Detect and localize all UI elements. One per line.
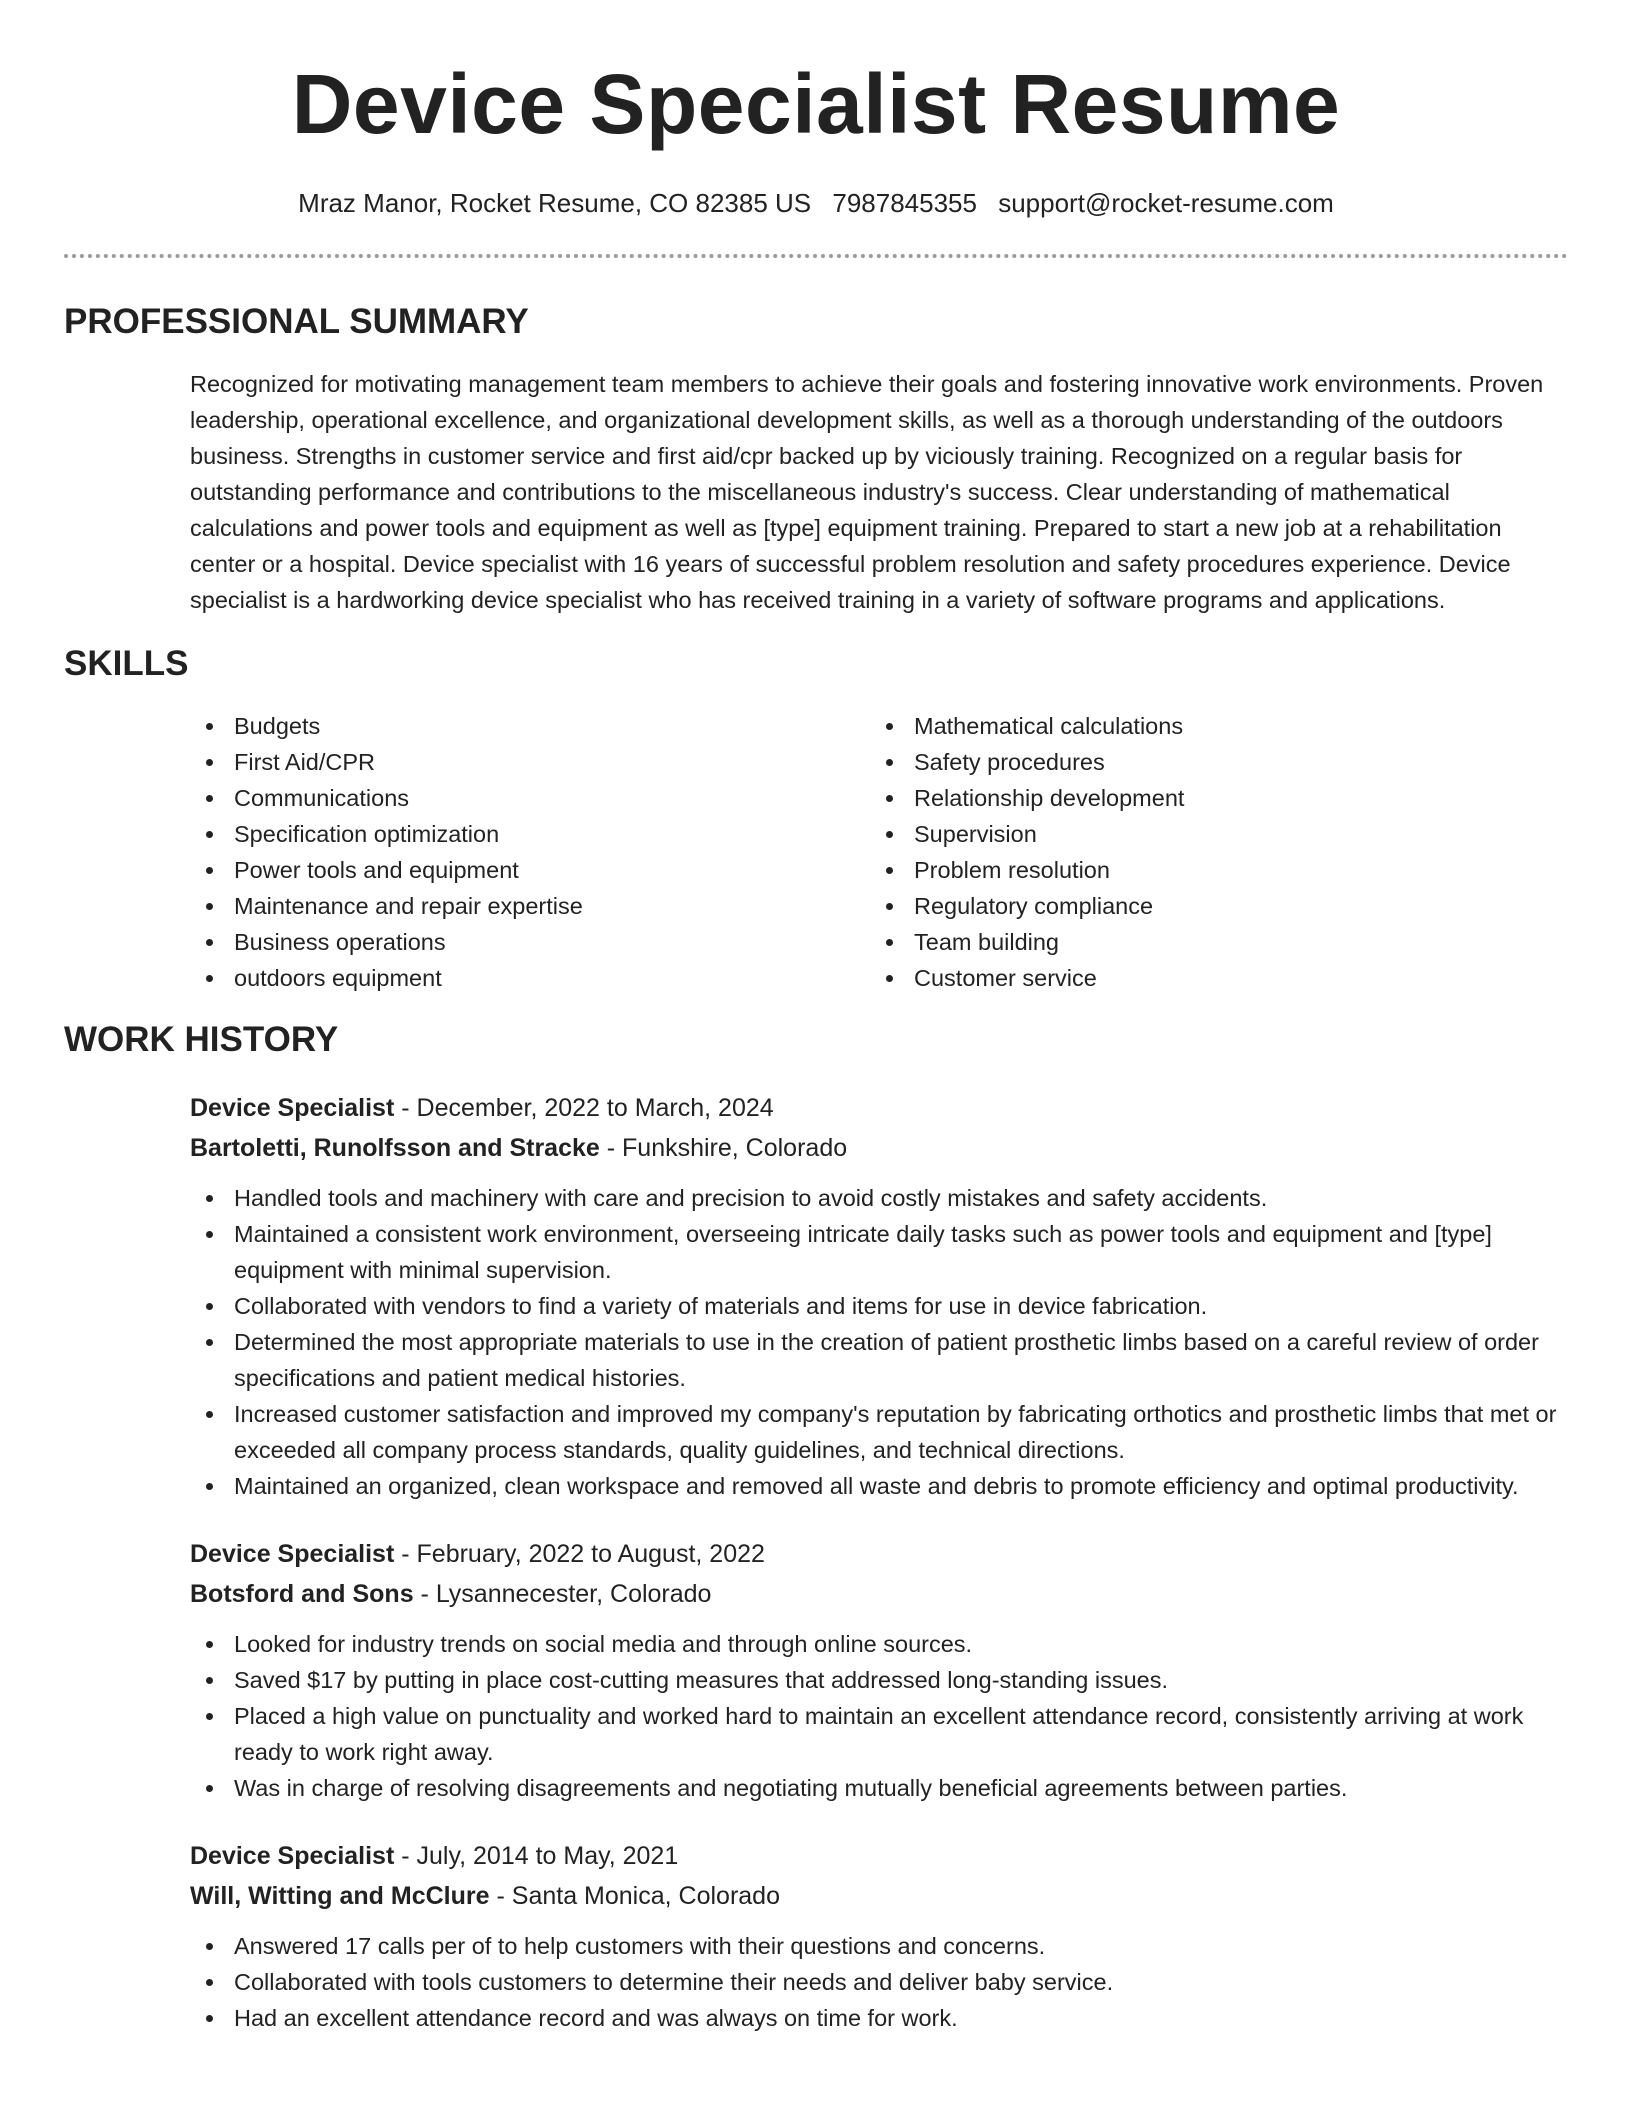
contact-phone: 7987845355 bbox=[832, 188, 977, 218]
skill-item: Maintenance and repair expertise bbox=[190, 888, 870, 924]
skill-item: Customer service bbox=[870, 960, 1550, 996]
skill-item: Communications bbox=[190, 780, 870, 816]
job-bullet: Maintained a consistent work environment, overseeing intricate daily tasks such as power tools and equipment and [type] equipment with minimal supervision. bbox=[190, 1216, 1568, 1288]
job-title: Device Specialist bbox=[190, 1540, 395, 1568]
skills-column-right bbox=[870, 708, 1550, 996]
header-divider bbox=[64, 254, 1568, 258]
skill-item: Relationship development bbox=[870, 780, 1550, 816]
skill-item: Regulatory compliance bbox=[870, 888, 1550, 924]
contact-email: support@rocket-resume.com bbox=[998, 188, 1334, 218]
job-location: - Lysannecester, Colorado bbox=[413, 1580, 712, 1608]
job-title: Device Specialist bbox=[190, 1094, 395, 1122]
job-title-line bbox=[190, 1836, 1568, 1876]
skill-item: First Aid/CPR bbox=[190, 744, 870, 780]
skill-item: Business operations bbox=[190, 924, 870, 960]
job-bullet: Looked for industry trends on social media and through online sources. bbox=[190, 1626, 1568, 1662]
job-bullet: Maintained an organized, clean workspace and removed all waste and debris to promote efficiency and optimal productivity. bbox=[190, 1468, 1568, 1504]
job-company: Will, Witting and McClure bbox=[190, 1882, 490, 1910]
skills-list bbox=[190, 708, 1568, 996]
skills-column-left bbox=[190, 708, 870, 996]
job-company: Botsford and Sons bbox=[190, 1580, 414, 1608]
job-bullet: Collaborated with vendors to find a variety of materials and items for use in device fabrication. bbox=[190, 1288, 1568, 1324]
job-bullets bbox=[190, 1180, 1568, 1504]
skill-item: Power tools and equipment bbox=[190, 852, 870, 888]
summary-heading: PROFESSIONAL SUMMARY bbox=[64, 302, 529, 341]
skill-item: outdoors equipment bbox=[190, 960, 870, 996]
job-bullets bbox=[190, 1928, 1568, 2036]
job-entry bbox=[190, 1836, 1568, 2036]
job-bullet: Had an excellent attendance record and was always on time for work. bbox=[190, 2000, 1568, 2036]
job-bullet: Determined the most appropriate materials to use in the creation of patient prosthetic limbs based on a careful review of order specifications and patient medical histories. bbox=[190, 1324, 1568, 1396]
job-bullet: Was in charge of resolving disagreements and negotiating mutually beneficial agreements between parties. bbox=[190, 1770, 1568, 1806]
job-bullet: Handled tools and machinery with care and precision to avoid costly mistakes and safety accidents. bbox=[190, 1180, 1568, 1216]
contact-line bbox=[64, 186, 1568, 220]
job-dates: - February, 2022 to August, 2022 bbox=[394, 1540, 765, 1568]
skills-heading: SKILLS bbox=[64, 644, 189, 683]
work-history-heading: WORK HISTORY bbox=[64, 1020, 339, 1059]
job-bullets bbox=[190, 1626, 1568, 1806]
job-dates: - December, 2022 to March, 2024 bbox=[394, 1094, 774, 1122]
job-bullet: Saved $17 by putting in place cost-cutting measures that addressed long-standing issues. bbox=[190, 1662, 1568, 1698]
job-title-line bbox=[190, 1088, 1568, 1128]
job-company-line bbox=[190, 1128, 1568, 1168]
resume-title: Device Specialist Resume bbox=[291, 57, 1341, 151]
summary-text: Recognized for motivating management team members to achieve their goals and fostering innovative work environments. Proven leadership, operational excellence, and organizational development skills, as well as a thorough understanding of the outdoors business. Strengths in customer service and first aid/cpr backed up by viciously training. Recognized on a regular basis for outstanding performance and contributions to the miscellaneous industry's success. Clear understanding of mathematical calculations and power tools and equipment as well as [type] equipment training. Prepared to start a new job at a rehabilitation center or a hospital. Device specialist with 16 years of successful problem resolution and safety procedures experience. Device specialist is a hardworking device specialist who has received training in a variety of software programs and applications. bbox=[190, 371, 1544, 613]
contact-address: Mraz Manor, Rocket Resume, CO 82385 US bbox=[298, 188, 812, 218]
job-company: Bartoletti, Runolfsson and Stracke bbox=[190, 1134, 600, 1162]
job-location: - Santa Monica, Colorado bbox=[489, 1882, 780, 1910]
skill-item: Specification optimization bbox=[190, 816, 870, 852]
job-entry bbox=[190, 1088, 1568, 1504]
job-bullet: Answered 17 calls per of to help customers with their questions and concerns. bbox=[190, 1928, 1568, 1964]
job-company-line bbox=[190, 1876, 1568, 1916]
skill-item: Team building bbox=[870, 924, 1550, 960]
job-title: Device Specialist bbox=[190, 1842, 395, 1870]
job-entry bbox=[190, 1534, 1568, 1806]
job-dates: - July, 2014 to May, 2021 bbox=[394, 1842, 679, 1870]
job-bullet: Placed a high value on punctuality and worked hard to maintain an excellent attendance record, consistently arriving at work ready to work right away. bbox=[190, 1698, 1568, 1770]
skill-item: Mathematical calculations bbox=[870, 708, 1550, 744]
skill-item: Safety procedures bbox=[870, 744, 1550, 780]
job-title-line bbox=[190, 1534, 1568, 1574]
skill-item: Supervision bbox=[870, 816, 1550, 852]
job-bullet: Collaborated with tools customers to determine their needs and deliver baby service. bbox=[190, 1964, 1568, 2000]
skill-item: Problem resolution bbox=[870, 852, 1550, 888]
job-company-line bbox=[190, 1574, 1568, 1614]
job-location: - Funkshire, Colorado bbox=[599, 1134, 848, 1162]
skill-item: Budgets bbox=[190, 708, 870, 744]
job-bullet: Increased customer satisfaction and improved my company's reputation by fabricating orthotics and prosthetic limbs that met or exceeded all company process standards, quality guidelines, and technical directions. bbox=[190, 1396, 1568, 1468]
